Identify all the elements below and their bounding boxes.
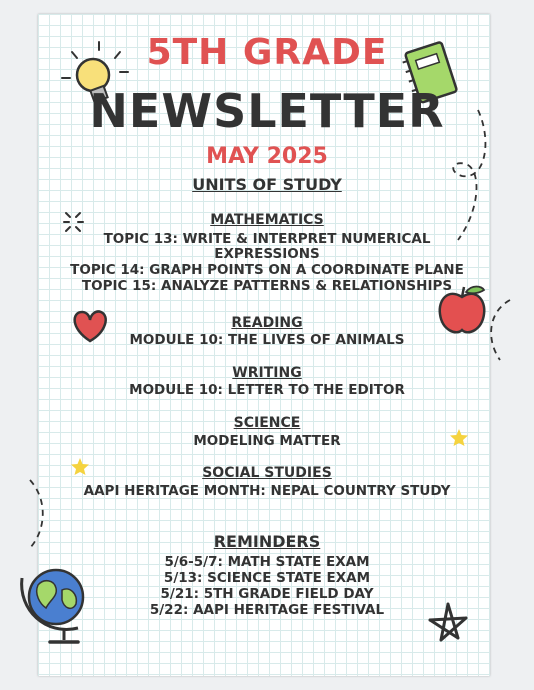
science-line: MODELING MATTER	[193, 433, 341, 449]
math-line: TOPIC 15: ANALYZE PATTERNS & RELATIONSHIPS	[81, 278, 453, 294]
reminder-item: 5/21: 5TH GRADE FIELD DAY	[160, 586, 374, 602]
grade-title: 5TH GRADE	[146, 32, 388, 73]
reminder-item: 5/22: AAPI HERITAGE FESTIVAL	[149, 602, 385, 618]
reading-line: MODULE 10: THE LIVES OF ANIMALS	[129, 332, 405, 348]
math-line: TOPIC 13: WRITE & INTERPRET NUMERICAL	[103, 231, 431, 247]
reminder-item: 5/13: SCIENCE STATE EXAM	[163, 570, 371, 586]
newsletter-title: NEWSLETTER	[89, 84, 445, 138]
social-studies-line: AAPI HERITAGE MONTH: NEPAL COUNTRY STUDY	[83, 483, 451, 499]
science-heading: SCIENCE	[233, 415, 301, 431]
math-line: EXPRESSIONS	[214, 246, 320, 262]
reading-heading: READING	[231, 315, 303, 331]
units-heading: UNITS OF STUDY	[192, 175, 342, 194]
reminder-item: 5/6-5/7: MATH STATE EXAM	[164, 554, 370, 570]
reminders-heading: REMINDERS	[213, 532, 321, 551]
month-title: MAY 2025	[206, 144, 328, 169]
math-heading: MATHEMATICS	[210, 212, 324, 228]
writing-heading: WRITING	[232, 365, 302, 381]
writing-line: MODULE 10: LETTER TO THE EDITOR	[129, 382, 405, 398]
social-studies-heading: SOCIAL STUDIES	[202, 465, 332, 481]
math-line: TOPIC 14: GRAPH POINTS ON A COORDINATE PLANE	[70, 262, 464, 278]
